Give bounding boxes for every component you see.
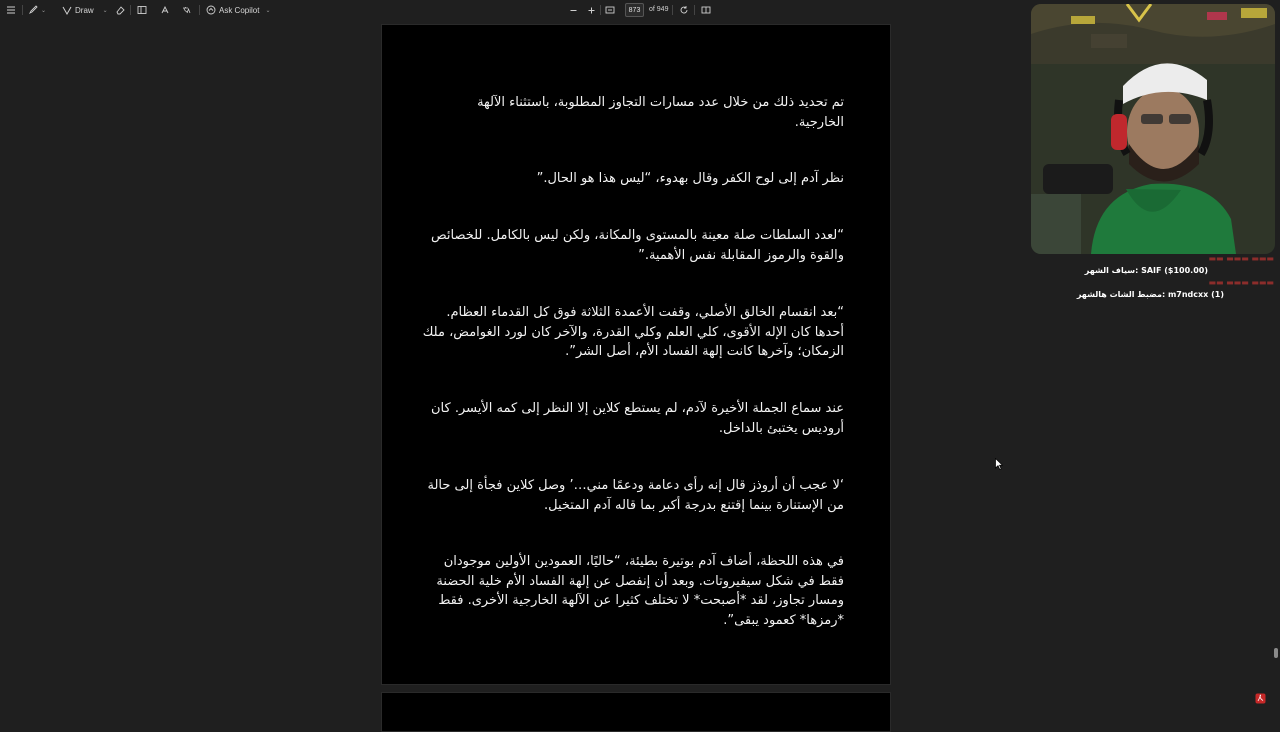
plus-icon xyxy=(587,6,596,15)
toolbar-divider xyxy=(22,5,23,15)
eraser-icon xyxy=(115,5,125,15)
pdf-page-next xyxy=(381,692,891,732)
alert-line-faded: ▬▬▬ ▬▬▬ ▬▬ xyxy=(1208,254,1274,263)
paragraph: تم تحديد ذلك من خلال عدد مسارات التجاوز المطلوبة، باستثناء الآلهة الخارجية. xyxy=(477,95,844,130)
toolbar-divider xyxy=(199,5,200,15)
ask-copilot-label: Ask Copilot xyxy=(219,5,260,15)
pdf-icon[interactable] xyxy=(1255,693,1266,704)
ask-copilot-button[interactable] xyxy=(206,0,271,20)
webcam-overlay xyxy=(1031,4,1275,254)
paragraph: في هذه اللحظة، أضاف آدم بوتيرة بطيئة، “حاليًا، العمودين الأولين موجودان فقط في شكل سيفيروتات. وبعد أن إنفصل عن إلهة الفساد الأم خلية الحضنة ومسار تجاوز، لقد *أصبحت* لا تختلف كثيرا عن الآلهة الخارجية الأخرى. فقط *رمزها* كعمود يبقى”. xyxy=(436,554,844,628)
page-view-button[interactable] xyxy=(137,0,147,20)
zoom-in-button[interactable] xyxy=(587,0,596,20)
paragraph: عند سماع الجملة الأخيرة لآدم، لم يستطع كلاين إلا النظر إلى كمه الأيسر. كان أروديس يختبئ بالداخل. xyxy=(431,401,844,436)
scrollbar-thumb[interactable] xyxy=(1274,648,1278,658)
chevron-down-icon: ⌄ xyxy=(41,7,47,14)
book-icon xyxy=(701,5,711,15)
toolbar-divider xyxy=(600,5,601,15)
draw-button[interactable] xyxy=(62,0,108,20)
contents-button[interactable] xyxy=(6,0,16,20)
two-page-view-button[interactable] xyxy=(701,0,711,20)
paragraph: “لعدد السلطات صلة معينة بالمستوى والمكانة، ولكن ليس بالكامل. للخصائص والقوة والرموز المقابلة نفس الأهمية.” xyxy=(430,228,844,263)
zoom-out-button[interactable] xyxy=(569,0,578,20)
stream-alert-feed xyxy=(1034,254,1274,302)
translate-icon xyxy=(182,5,192,15)
paragraph: ‘لا عجب أن أروذز قال إنه رأى دعامة ودعمًا مني…’ وصل كلاين فجأة إلى حالة من الإستنارة بينما إقتنع بدرجة أكبر بما قاله آدم المتخيل. xyxy=(427,478,844,513)
page-view-icon xyxy=(137,5,147,15)
paragraph: نظر آدم إلى لوح الكفر وقال بهدوء، “ليس هذا هو الحال.” xyxy=(536,171,844,186)
chat-moderator-line: m7ndcxx (1) :مضبط الشات هالشهر xyxy=(1076,290,1224,299)
toolbar-divider xyxy=(672,5,673,15)
pen-icon xyxy=(62,5,72,15)
read-aloud-icon xyxy=(160,5,170,15)
page-number-input[interactable]: 873 xyxy=(625,3,644,17)
toolbar-divider xyxy=(694,5,695,15)
minus-icon xyxy=(569,6,578,15)
highlight-button[interactable] xyxy=(28,0,46,20)
page-total: of 949 xyxy=(649,6,669,13)
chevron-down-icon: ⌄ xyxy=(102,7,108,14)
rotate-button[interactable] xyxy=(679,0,689,20)
list-icon xyxy=(6,5,16,15)
erase-button[interactable] xyxy=(115,0,125,20)
toolbar-divider xyxy=(130,5,131,15)
highlighter-icon xyxy=(28,5,38,15)
rotate-icon xyxy=(679,5,689,15)
copilot-icon xyxy=(206,5,216,15)
draw-label: Draw xyxy=(75,5,94,15)
mouse-cursor-icon xyxy=(995,458,1003,470)
alert-line-faded: ▬▬▬ ▬▬▬ ▬▬ xyxy=(1208,278,1274,287)
paragraph: “بعد انقسام الخالق الأصلي، وقفت الأعمدة الثلاثة فوق كل القدماء العظام. أحدها كان الإله الأقوى، كلي العلم وكلي القدرة، والآخر كان لورد الغوامض، ملك الزمكان؛ وآخرها كانت إلهة الفساد الأم، أصل الشر”. xyxy=(422,305,844,359)
read-aloud-button[interactable] xyxy=(160,0,170,20)
webcam-image xyxy=(1031,4,1275,254)
translate-button[interactable] xyxy=(182,0,192,20)
fit-page-icon xyxy=(605,5,615,15)
pdf-page xyxy=(381,24,891,685)
chevron-down-icon: ⌄ xyxy=(265,7,271,14)
fit-page-button[interactable] xyxy=(605,0,615,20)
top-donor-line: SAIF ($100.00) :سياف الشهر xyxy=(1084,266,1208,275)
